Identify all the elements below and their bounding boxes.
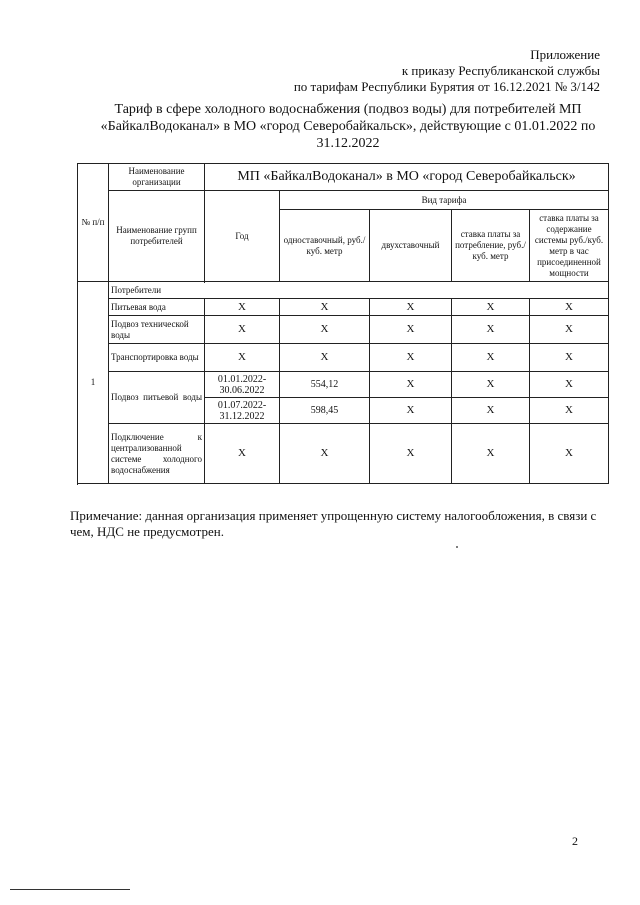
consumption-rate-cell: Х xyxy=(452,424,530,484)
tariff-type-label: Вид тарифа xyxy=(280,191,609,210)
group-name: Подвоз питьевой воды xyxy=(109,372,205,424)
consumption-rate-cell: Х xyxy=(452,398,530,424)
group-label: Наименование групп потребителей xyxy=(109,191,205,282)
tariff-col-maintenance: ставка платы за содержание системы руб./куб. метр в час присоединенной мощности xyxy=(530,210,609,282)
page-number: 2 xyxy=(572,834,578,848)
footnote: Примечание: данная организация применяет упрощенную систему налогообложения, в связи с чем, НДС не предусмотрен. xyxy=(70,508,597,539)
appendix-title: Приложение xyxy=(530,47,600,62)
year-cell: Х xyxy=(205,344,280,372)
appendix-order-date: по тарифам Республики Бурятия от 16.12.2021 № 3/142 xyxy=(293,79,600,94)
tariff-col-consumption: ставка платы за потребление, руб./ куб. метр xyxy=(452,210,530,282)
single-rate-cell: Х xyxy=(280,344,370,372)
year-cell: Х xyxy=(205,424,280,484)
tariff-col-double: двухставочный xyxy=(370,210,452,282)
tariff-col-single: одноставочный, руб./ куб. метр xyxy=(280,210,370,282)
document-title: Тариф в сфере холодного водоснабжения (подвоз воды) для потребителей МП «БайкалВодоканал» в МО «город Северобайкальск», действующие с 01.01.2022 по 31.12.2022 xyxy=(100,102,596,151)
row-number: 1 xyxy=(78,282,109,484)
scan-speck xyxy=(456,546,458,548)
consumption-rate-cell: Х xyxy=(452,299,530,316)
table-row xyxy=(78,344,609,372)
consumption-rate-cell: Х xyxy=(452,344,530,372)
double-rate-cell: Х xyxy=(370,316,452,344)
year-label: Год xyxy=(205,191,280,282)
single-rate-cell: Х xyxy=(280,424,370,484)
single-rate-cell: Х xyxy=(280,299,370,316)
maintenance-rate-cell: Х xyxy=(530,424,609,484)
double-rate-cell: Х xyxy=(370,424,452,484)
maintenance-rate-cell: Х xyxy=(530,372,609,398)
period-cell: 01.07.2022-31.12.2022 xyxy=(205,398,280,424)
year-cell: Х xyxy=(205,316,280,344)
table-row xyxy=(78,372,609,398)
maintenance-rate-cell: Х xyxy=(530,299,609,316)
table-row xyxy=(78,424,609,484)
tariff-table xyxy=(77,163,609,484)
single-rate-cell: 598,45 xyxy=(280,398,370,424)
org-name: МП «БайкалВодоканал» в МО «город Северобайкальск» xyxy=(205,164,609,191)
consumption-rate-cell: Х xyxy=(452,372,530,398)
double-rate-cell: Х xyxy=(370,372,452,398)
maintenance-rate-cell: Х xyxy=(530,344,609,372)
single-rate-cell: Х xyxy=(280,316,370,344)
consumption-rate-cell: Х xyxy=(452,316,530,344)
single-rate-cell: 554,12 xyxy=(280,372,370,398)
consumers-label: Потребители xyxy=(109,282,609,299)
table-row xyxy=(78,299,609,316)
footer-rule xyxy=(10,889,130,890)
year-cell: Х xyxy=(205,299,280,316)
appendix-header xyxy=(294,47,600,95)
group-name: Подключение к централизованной системе холодного водоснабжения xyxy=(109,424,205,484)
period-cell: 01.01.2022-30.06.2022 xyxy=(205,372,280,398)
double-rate-cell: Х xyxy=(370,344,452,372)
maintenance-rate-cell: Х xyxy=(530,398,609,424)
double-rate-cell: Х xyxy=(370,299,452,316)
appendix-order: к приказу Республиканской службы xyxy=(401,63,600,78)
double-rate-cell: Х xyxy=(370,398,452,424)
group-name: Транспортировка воды xyxy=(109,344,205,372)
maintenance-rate-cell: Х xyxy=(530,316,609,344)
table-row xyxy=(78,316,609,344)
group-name: Питьевая вода xyxy=(109,299,205,316)
org-label: Наименование организации xyxy=(109,164,205,191)
group-name: Подвоз технической воды xyxy=(109,316,205,344)
col-number-header: № п/п xyxy=(78,164,109,282)
